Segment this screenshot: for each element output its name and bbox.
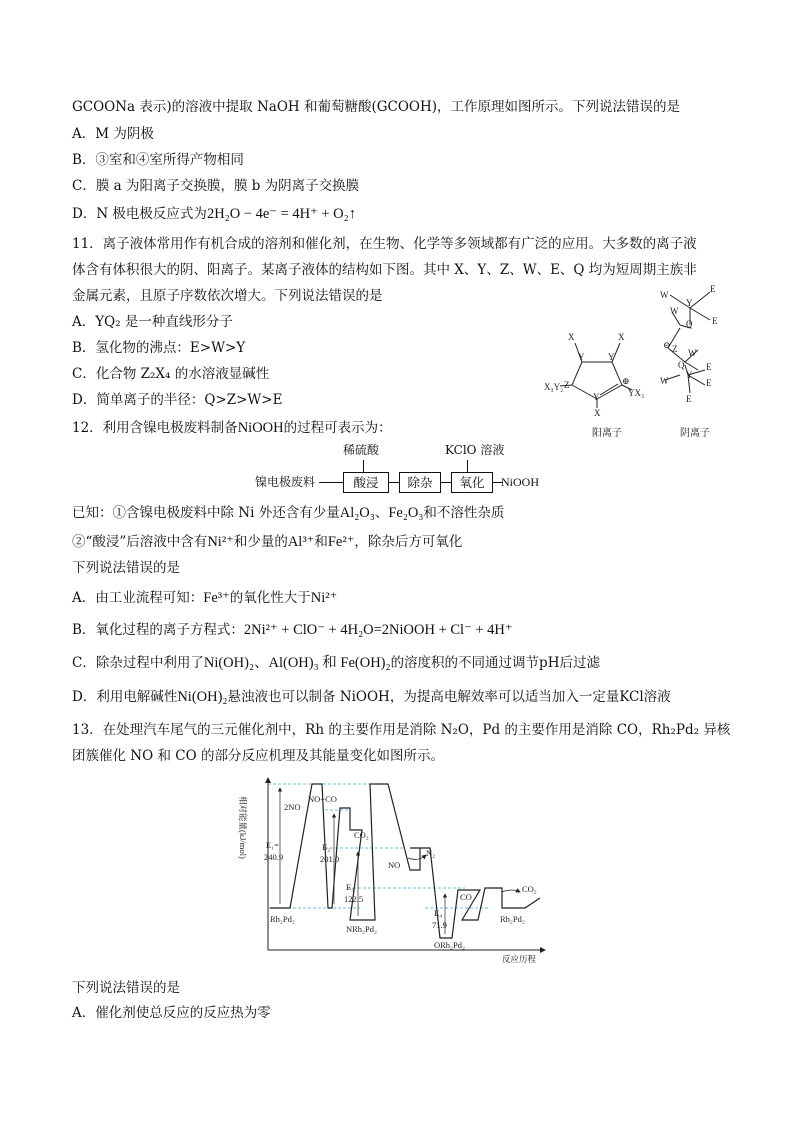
q12-known-1-sep: 、 (374, 505, 389, 521)
diagram-label-end: Rh₂Pd₂ (500, 914, 525, 924)
q11-stem-line1: 11．离子液体常用作有机合成的溶剂和催化剂，在生物、化学等多领域都有广泛的应用。大多数的离子液 (72, 236, 697, 252)
svg-text:Z: Z (672, 344, 678, 354)
diagram-label-n2: N₂ (426, 848, 436, 858)
flow-product: NiOOH (501, 475, 539, 489)
svg-text:⊖: ⊖ (663, 340, 671, 350)
q12-option-c-prefix: C．除杂过程中利用了 (72, 655, 204, 671)
diagram-e4-value: 71.9 (432, 920, 447, 930)
diagram-label-no: NO (388, 860, 401, 870)
svg-text:W: W (660, 376, 669, 386)
diagram-label-orh2pd2: ORh₂Pd₂ (434, 940, 465, 950)
q13-option-a: A．催化剂使总反应的反应热为零 (72, 1005, 271, 1021)
svg-text:X: X (568, 332, 575, 342)
svg-text:E: E (686, 394, 692, 404)
q11-option-a: A．YQ₂ 是一种直线形分子 (72, 314, 233, 330)
q12-known-2 (72, 532, 462, 552)
q12-option-c-suffix: 的溶度积的不同通过调节pH后过滤 (390, 655, 600, 671)
ionic-liquid-structure (540, 280, 740, 440)
svg-text:W: W (688, 348, 697, 358)
q12-option-a-formula-2: Ni²⁺ (310, 590, 338, 606)
svg-text:Y: Y (593, 392, 600, 402)
q11-option-b: B．氢化物的沸点：E>W>Y (72, 340, 246, 356)
svg-text:E: E (706, 362, 712, 372)
flow-reagent-acid: 稀硫酸 (343, 443, 380, 457)
q12-known-2-mid-2: 和 (314, 534, 328, 550)
diagram-label-nrh2pd2: NRh₂Pd₂ (346, 924, 377, 934)
q12-known-1-prefix: 已知：①含镍电极废料中除 Ni 外还含有少量 (72, 505, 340, 521)
diagram-xlabel: 反应历程 (502, 954, 537, 964)
svg-text:Q: Q (678, 360, 685, 370)
process-flow (255, 440, 555, 500)
q12-option-a (72, 588, 337, 608)
diagram-e1-value: 240.9 (264, 852, 284, 862)
q12-option-d-formula: Ni(OH)₂ (177, 689, 228, 705)
q12-ask: 下列说法错误的是 (72, 560, 180, 576)
q12-option-b-prefix: B．氧化过程的离子方程式： (72, 622, 244, 638)
q12-option-d (72, 687, 671, 707)
diagram-ylabel: 相对能量(kJ/mol) (238, 796, 248, 859)
svg-text:W: W (670, 306, 679, 316)
q11-option-c: C．化合物 Z₂X₄ 的水溶液显碱性 (72, 366, 270, 382)
q12-option-a-prefix: A．由工业流程可知： (72, 590, 204, 606)
flow-step-acid-leach: 酸浸 (343, 472, 389, 493)
q12-known-2-formula-1: Ni²⁺ (207, 534, 234, 550)
cation-label: 阳离子 (592, 428, 622, 439)
q11-stem-line3: 金属元素，且原子序数依次增大。下列说法错误的是 (72, 288, 383, 304)
svg-text:E: E (710, 284, 716, 294)
energy-profile-diagram (240, 770, 560, 966)
q12-option-a-mid: 的氧化性大于 (229, 590, 311, 606)
q10-option-a: A．M 为阴极 (72, 126, 154, 142)
q10-option-c: C．膜 a 为阳离子交换膜，膜 b 为阴离子交换膜 (72, 178, 360, 194)
diagram-e2-name: E₂ (322, 842, 331, 852)
flow-step-oxidize: 氧化 (451, 472, 493, 493)
svg-text:Z: Z (564, 380, 570, 390)
q12-known-2-mid-1: 和少量的 (233, 534, 288, 550)
q12-option-d-suffix: 悬浊液也可以制备 NiOOH，为提高电解效率可以适当加入一定量KCl溶液 (227, 689, 671, 705)
diagram-label-co2-b: CO₂ (522, 884, 537, 894)
q11-stem-line2: 体含有体积很大的阴、阳离子。某离子液体的结构如下图。其中 X、Y、Z、W、E、Q 均为短周期主族非 (72, 262, 697, 278)
q12-stem-formula: NiOOH (237, 420, 284, 436)
svg-text:Y: Y (686, 370, 693, 380)
q12-option-c-formula: Ni(OH)₂、Al(OH)₃ 和 Fe(OH)₂ (203, 655, 391, 671)
svg-text:Y: Y (608, 352, 615, 362)
anion-label: 阴离子 (680, 428, 710, 439)
svg-text:Y: Y (686, 298, 693, 308)
q12-known-1-suffix: 和不溶性杂质 (423, 505, 505, 521)
diagram-label-2no: 2NO (284, 802, 301, 812)
diagram-label-co2-a: CO₂ (354, 830, 369, 840)
svg-text:W: W (660, 290, 669, 300)
diagram-e3-name: E₃ (346, 882, 355, 892)
q12-stem (72, 418, 392, 438)
svg-text:Y: Y (578, 352, 585, 362)
svg-text:X: X (618, 332, 625, 342)
q10-option-b: B．③室和④室所得产物相同 (72, 152, 244, 168)
q12-option-b (72, 620, 513, 640)
q10-option-d (72, 204, 356, 224)
diagram-e2-value: 201.0 (320, 854, 340, 864)
q12-option-c (72, 653, 600, 673)
diagram-e3-value: 122.5 (344, 894, 364, 904)
q13-stem-line2: 团簇催化 NO 和 CO 的部分反应机理及其能量变化如图所示。 (72, 748, 444, 764)
svg-text:⊕: ⊕ (622, 376, 630, 386)
svg-text:E: E (712, 316, 718, 326)
q11-option-d: D．简单离子的半径：Q>Z>W>E (72, 392, 283, 408)
q12-known-1-formula-2: Fe₂O₃ (388, 505, 424, 521)
q12-option-d-prefix: D．利用电解碱性 (72, 689, 178, 705)
diagram-label-start: Rh₂Pd₂ (270, 914, 295, 924)
diagram-label-co: CO (460, 892, 472, 902)
q12-known-2-formula-3: Fe²⁺ (327, 534, 355, 550)
svg-text:X: X (594, 408, 601, 418)
q12-stem-suffix: 的过程可表示为： (283, 420, 392, 436)
q12-stem-prefix: 12．利用含镍电极废料制备 (72, 420, 238, 436)
flow-start: 镍电极废料 (255, 475, 316, 489)
svg-text:Q: Q (686, 319, 693, 329)
q12-known-2-suffix: ，除杂后方可氧化 (354, 534, 463, 550)
diagram-label-no-co: NO+CO (308, 794, 337, 804)
q10-stem: GCOONa 表示)的溶液中提取 NaOH 和葡萄糖酸(GCOOH)，工作原理如图所示。下列说法错误的是 (72, 99, 681, 115)
flow-reagent-kclo: KClO 溶液 (445, 443, 505, 457)
flow-step-purify: 除杂 (399, 472, 441, 493)
svg-text:YX₃: YX₃ (628, 388, 645, 398)
svg-text:X₃Y₂: X₃Y₂ (544, 382, 564, 392)
q10-option-d-text: D．N 极电极反应式为 (72, 206, 207, 222)
q12-known-2-formula-2: Al³⁺ (287, 534, 315, 550)
svg-text:E: E (706, 378, 712, 388)
q12-option-a-formula-1: Fe³⁺ (203, 590, 230, 606)
q13-stem-line1: 13．在处理汽车尾气的三元催化剂中，Rh 的主要作用是消除 N₂O，Pd 的主要作用是消除 CO，Rh₂Pd₂ 异核 (72, 722, 731, 738)
diagram-e4-name: E₄ (434, 908, 443, 918)
q12-known-1 (72, 503, 504, 523)
q13-ask: 下列说法错误的是 (72, 980, 180, 996)
q12-option-b-formula: 2Ni²⁺ + ClO⁻ + 4H₂O=2NiOOH + Cl⁻ + 4H⁺ (243, 622, 513, 638)
q12-known-2-prefix: ②“酸浸”后溶液中含有 (72, 534, 208, 550)
diagram-e1-name: E₁= (266, 840, 279, 850)
q10-option-d-formula: 2H₂O − 4e⁻ = 4H⁺ + O₂↑ (206, 206, 356, 222)
q12-known-1-formula-1: Al₂O₃ (339, 505, 375, 521)
